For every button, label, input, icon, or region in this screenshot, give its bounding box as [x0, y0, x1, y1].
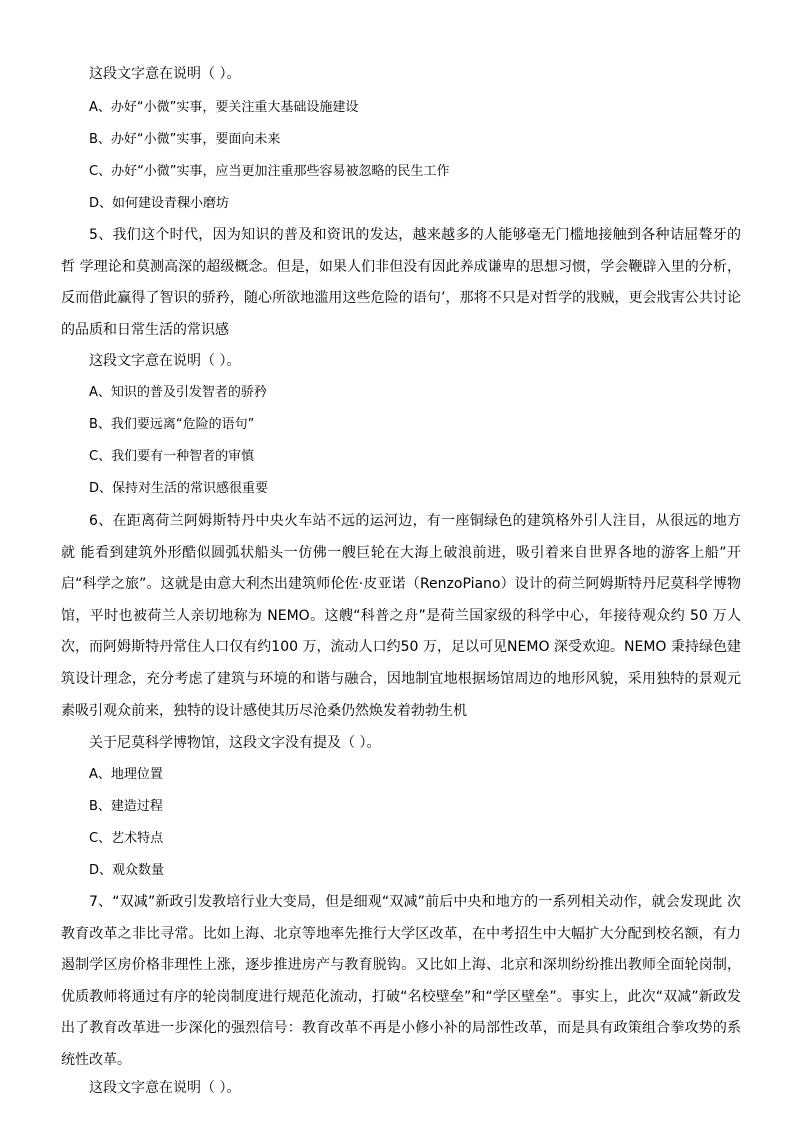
question-stem: 这段文字意在说明（ ）。 — [89, 66, 241, 82]
question-7-stem: 这段文字意在说明（ ）。 — [89, 1080, 241, 1096]
question-5-option-a: A、知识的普及引发智者的骄矜 — [89, 385, 267, 400]
question-6-option-d: D、观众数量 — [89, 863, 165, 878]
question-6-option-c: C、艺术特点 — [89, 831, 164, 846]
question-6-option-a: A、地理位置 — [89, 767, 163, 782]
question-6-passage: 6、在距离荷兰阿姆斯特丹中央火车站不远的运河边，有一座铜绿色的建筑格外引人注目，从很远的地方就 能看到建筑外形酷似圆弧状船头一仿佛一艘巨轮在大海上破浪前进，吸引着来自世界各地的游客上船”开启“科学之旅”。这就是由意大利杰出建筑师伦佐·皮亚诺（RenzoPiano）设计的荷兰阿姆斯特丹尼莫科学博物馆，平时也被荷兰人亲切地称为 NEMO。这艘“科普之舟”是荷兰国家级的科学中心，年接待观众约 50 万人次，而阿姆斯特丹常住人口仅有约100 万，流动人口约50 万，足以可见NEMO 深受欢迎。NEMO 秉持绿色建筑设计理念，充分考虑了建筑与环境的和谐与融合，因地制宜地根据场馆周边的地形风貌，采用独特的景观元素吸引观众前来，独特的设计感使其历尽沧桑仍然焕发着勃勃生机 — [61, 513, 741, 719]
question-6-option-b: B、建造过程 — [89, 799, 163, 814]
question-5-option-d: D、保持对生活的常识感很重要 — [89, 481, 269, 496]
option-c: C、办好“小微”实事，应当更加注重那些容易被忽略的民生工作 — [89, 164, 450, 179]
question-6-stem: 关于尼莫科学博物馆，这段文字没有提及（ ）。 — [89, 735, 381, 751]
question-5-option-c: C、我们要有一种智者的审慎 — [89, 449, 255, 464]
question-7-passage: 7、“双减”新政引发教培行业大变局，但是细观“双减”前后中央和地方的一系列相关动作，就会发现此 次教育改革之非比寻常。比如上海、北京等地率先推行大学区改革，在中考招生中大幅扩大分配到校名额，有力遏制学区房价格非理性上涨，逐步推进房产与教育脱钩。又比如上海、北京和深圳纷纷推出教师全面轮岗制，优质教师将通过有序的轮岗制度进行规范化流动，打破“名校壁垒”和“学区壁垒”。事实上，此次“双减”新政发出了教育改革进一步深化的强烈信号：教育改革不再是小修小补的局部性改革，而是具有政策组合拳攻势的系统性改革。 — [61, 894, 741, 1068]
question-5-stem: 这段文字意在说明（ ）。 — [89, 353, 241, 369]
option-a: A、办好“小微”实事，要关注重大基础设施建设 — [89, 100, 359, 115]
question-5-passage: 5、我们这个时代，因为知识的普及和资讯的发达，越来越多的人能够毫无门槛地接触到各种诘屈聱牙的哲 学理论和莫测高深的超级概念。但是，如果人们非但没有因此养成谦卑的思想习惯，学会鞭辟入里的分析，反而借此赢得了智识的骄矜，随心所欲地滥用这些危险的语句’，那将不只是对哲学的戕贼，更会戕害公共讨论的品质和日常生活的常识感 — [61, 227, 741, 338]
option-b: B、办好“小微”实事，要面向未来 — [89, 132, 281, 147]
option-d: D、如何建设青稞小磨坊 — [89, 196, 230, 211]
question-5-option-b: B、我们要远离“危险的语句” — [89, 417, 255, 432]
